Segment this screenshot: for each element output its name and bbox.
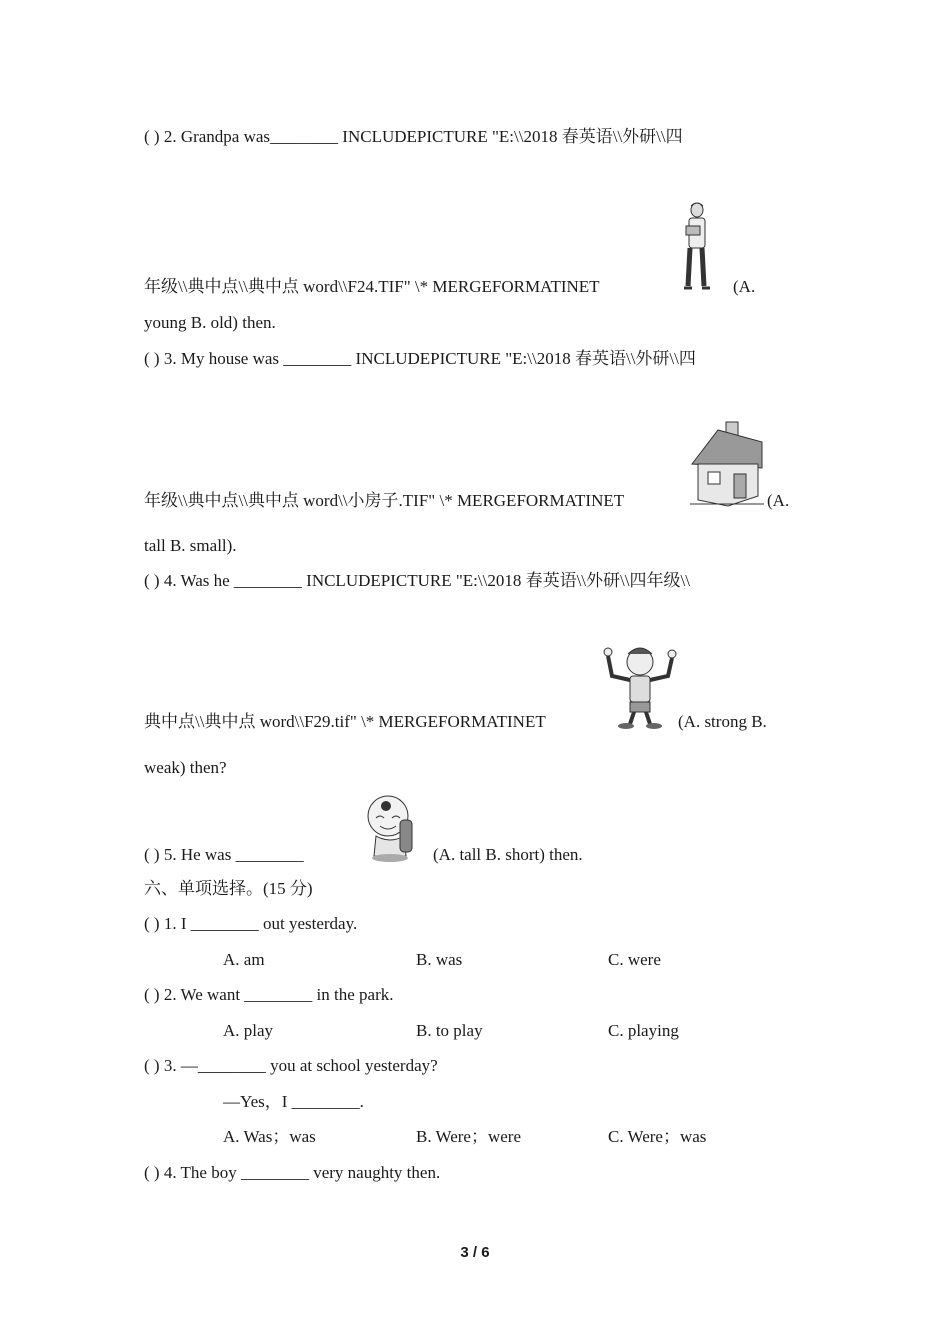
s6-q3-option-b: B. Were；were bbox=[416, 1127, 521, 1146]
s6-q2-option-b: B. to play bbox=[416, 1021, 483, 1040]
small-house-icon bbox=[688, 420, 766, 508]
q3-line3: tall B. small). bbox=[144, 536, 237, 555]
s6-q4-stem: ( ) 4. The boy ________ very naughty then. bbox=[144, 1163, 441, 1182]
s6-q3-stem: ( ) 3. —________ you at school yesterday? bbox=[144, 1056, 438, 1075]
s6-q3-reply: —Yes，I ________. bbox=[223, 1092, 364, 1111]
s6-q1-stem: ( ) 1. I ________ out yesterday. bbox=[144, 914, 358, 933]
s6-q2-stem: ( ) 2. We want ________ in the park. bbox=[144, 985, 394, 1004]
strong-boy-icon bbox=[600, 640, 680, 730]
q3-line2: 年级\\典中点\\典中点 word\\小房子.TIF" \* MERGEFORMATINET bbox=[144, 491, 625, 510]
section6-title: 六、单项选择。(15 分) bbox=[144, 879, 313, 898]
s6-q1-option-b: B. was bbox=[416, 950, 463, 969]
baby-with-toy-icon bbox=[360, 792, 426, 864]
s6-q3-option-a: A. Was；was bbox=[223, 1127, 316, 1146]
q5-options: (A. tall B. short) then. bbox=[433, 845, 583, 864]
q4-options: (A. strong B. bbox=[678, 712, 767, 731]
q4-line3: weak) then? bbox=[144, 758, 227, 777]
q3-option-a: (A. bbox=[767, 491, 790, 510]
s6-q1-option-c: C. were bbox=[608, 950, 661, 969]
q2-line2: 年级\\典中点\\典中点 word\\F24.TIF" \* MERGEFORMATINET bbox=[144, 277, 600, 296]
page-number: 3 / 6 bbox=[460, 1244, 490, 1261]
q4-line2: 典中点\\典中点 word\\F29.tif" \* MERGEFORMATINET bbox=[144, 712, 546, 731]
s6-q1-option-a: A. am bbox=[223, 950, 265, 969]
s6-q2-option-a: A. play bbox=[223, 1021, 274, 1040]
q5-line1: ( ) 5. He was ________ bbox=[144, 845, 304, 864]
s6-q3-option-c: C. Were；was bbox=[608, 1127, 707, 1146]
q2-line1: ( ) 2. Grandpa was________ INCLUDEPICTURE "E:\\2018 春英语\\外研\\四 bbox=[144, 127, 683, 146]
s6-q2-option-c: C. playing bbox=[608, 1021, 679, 1040]
q3-line1: ( ) 3. My house was ________ INCLUDEPICTURE "E:\\2018 春英语\\外研\\四 bbox=[144, 349, 696, 368]
grandpa-with-book-icon bbox=[678, 200, 716, 292]
q2-option-a: (A. bbox=[733, 277, 756, 296]
q2-line3: young B. old) then. bbox=[144, 313, 276, 332]
q4-line1: ( ) 4. Was he ________ INCLUDEPICTURE "E:\\2018 春英语\\外研\\四年级\\ bbox=[144, 571, 690, 590]
